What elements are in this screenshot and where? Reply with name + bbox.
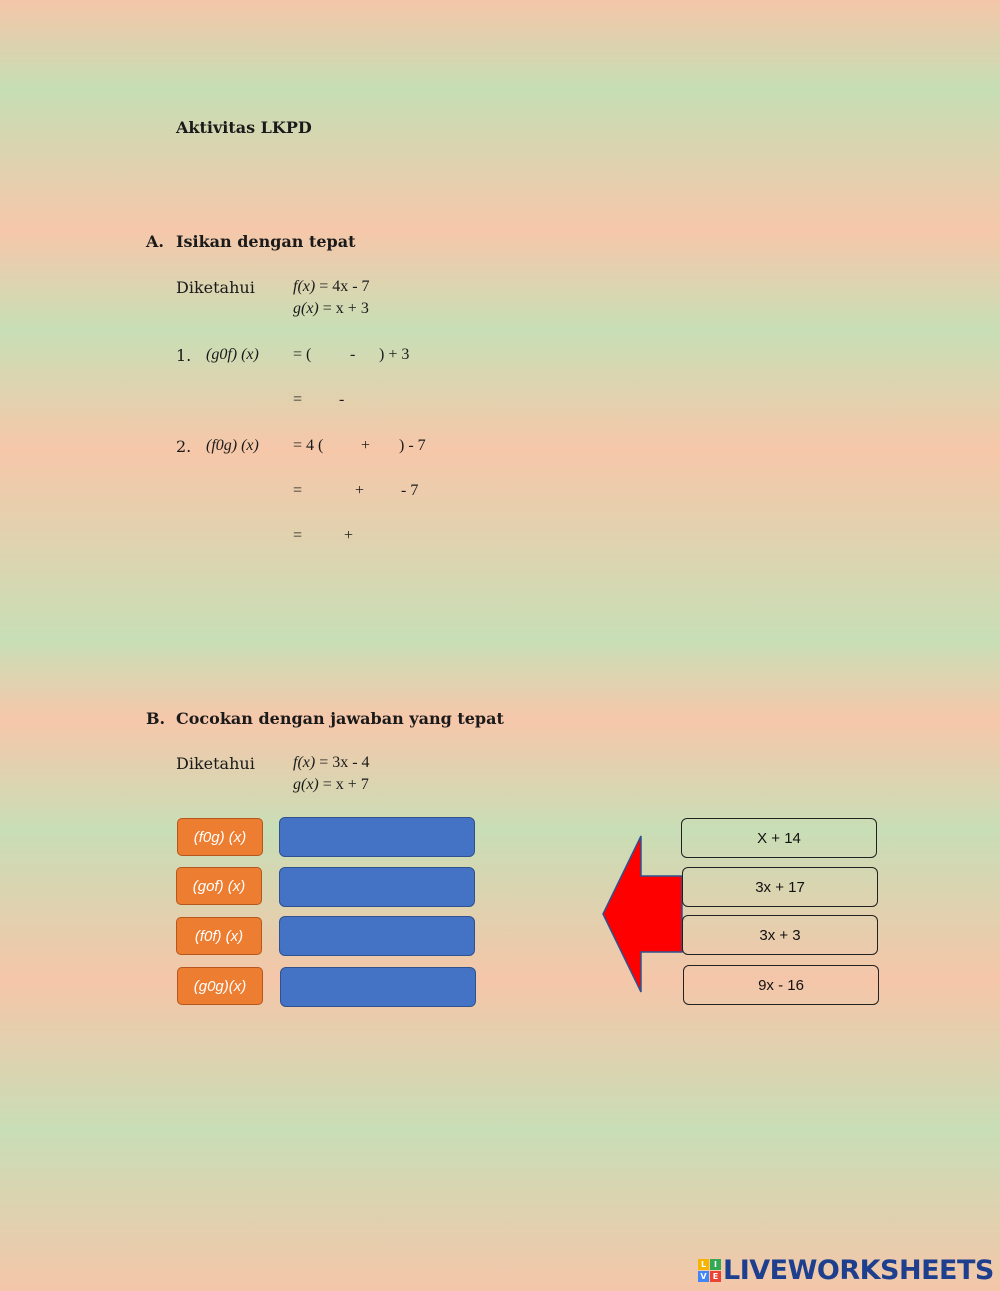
q2-name: (f0g) (x) xyxy=(206,437,259,454)
q2-line1-close: ) - 7 xyxy=(399,437,426,454)
drop-zone-1[interactable] xyxy=(279,817,475,857)
q2-number: 2. xyxy=(176,437,192,456)
q1-line2-eq: = xyxy=(293,391,303,408)
q2-blank-4[interactable] xyxy=(368,480,402,504)
q2-blank-5[interactable] xyxy=(305,525,345,549)
function-tag: (g0g)(x) xyxy=(177,967,263,1005)
logo-square: V xyxy=(698,1271,709,1282)
q1-blank-1[interactable] xyxy=(318,344,350,368)
q2-blank-6[interactable] xyxy=(358,525,396,549)
g-expr: = x + 3 xyxy=(318,300,369,317)
f-name: f(x) xyxy=(293,754,316,771)
answer-option[interactable]: 3x + 17 xyxy=(682,867,878,907)
q2-line1-op: + xyxy=(361,437,371,454)
logo-text: LIVEWORKSHEETS xyxy=(723,1254,994,1286)
q1-name: (g0f) (x) xyxy=(206,346,259,363)
logo-square: I xyxy=(710,1259,721,1270)
q2-line2-const: - 7 xyxy=(401,482,419,499)
logo-square: L xyxy=(698,1259,709,1270)
q2-blank-1[interactable] xyxy=(333,435,363,459)
answer-option[interactable]: 3x + 3 xyxy=(682,915,878,955)
function-tag: (f0g) (x) xyxy=(177,818,263,856)
section-b-letter: B. xyxy=(146,709,166,728)
q1-blank-4[interactable] xyxy=(348,389,382,413)
q2-blank-3[interactable] xyxy=(307,480,355,504)
section-a-f-def xyxy=(293,278,370,296)
answer-option[interactable]: 9x - 16 xyxy=(683,965,879,1005)
logo-square: E xyxy=(710,1271,721,1282)
section-a-g-def xyxy=(293,300,369,318)
drop-zone-4[interactable] xyxy=(280,967,476,1007)
f-expr: = 3x - 4 xyxy=(315,754,370,771)
q2-line2-op: + xyxy=(355,482,365,499)
section-b-title: Cocokan dengan jawaban yang tepat xyxy=(176,709,504,728)
section-b-f-def xyxy=(293,754,370,772)
g-name: g(x) xyxy=(293,300,319,317)
q1-number: 1. xyxy=(176,346,192,365)
q2-line3-eq: = xyxy=(293,527,303,544)
page-title: Aktivitas LKPD xyxy=(176,118,312,137)
function-tag: (f0f) (x) xyxy=(176,917,262,955)
q2-blank-2[interactable] xyxy=(373,435,401,459)
section-a-title: Isikan dengan tepat xyxy=(176,232,356,251)
q1-line1-close: ) + 3 xyxy=(379,346,410,363)
drop-zone-2[interactable] xyxy=(279,867,475,907)
f-name: f(x) xyxy=(293,278,316,295)
g-expr: = x + 7 xyxy=(318,776,369,793)
q1-blank-3[interactable] xyxy=(305,389,341,413)
q2-line1-open: = 4 ( xyxy=(293,437,324,454)
section-b-given-label: Diketahui xyxy=(176,754,255,773)
section-a-letter: A. xyxy=(146,232,164,251)
section-a-given-label: Diketahui xyxy=(176,278,255,297)
q1-line2-op: - xyxy=(339,391,345,408)
drop-zone-3[interactable] xyxy=(279,916,475,956)
q1-line1-op: - xyxy=(350,346,356,363)
q2-line2-eq: = xyxy=(293,482,303,499)
q2-line3-op: + xyxy=(344,527,354,544)
liveworksheets-logo xyxy=(698,1254,994,1286)
f-expr: = 4x - 7 xyxy=(315,278,370,295)
section-b-g-def xyxy=(293,776,369,794)
logo-squares xyxy=(698,1259,721,1282)
function-tag: (gof) (x) xyxy=(176,867,262,905)
answer-option[interactable]: X + 14 xyxy=(681,818,877,858)
q1-line1-open: = ( xyxy=(293,346,312,363)
g-name: g(x) xyxy=(293,776,319,793)
left-arrow-icon xyxy=(600,834,684,994)
